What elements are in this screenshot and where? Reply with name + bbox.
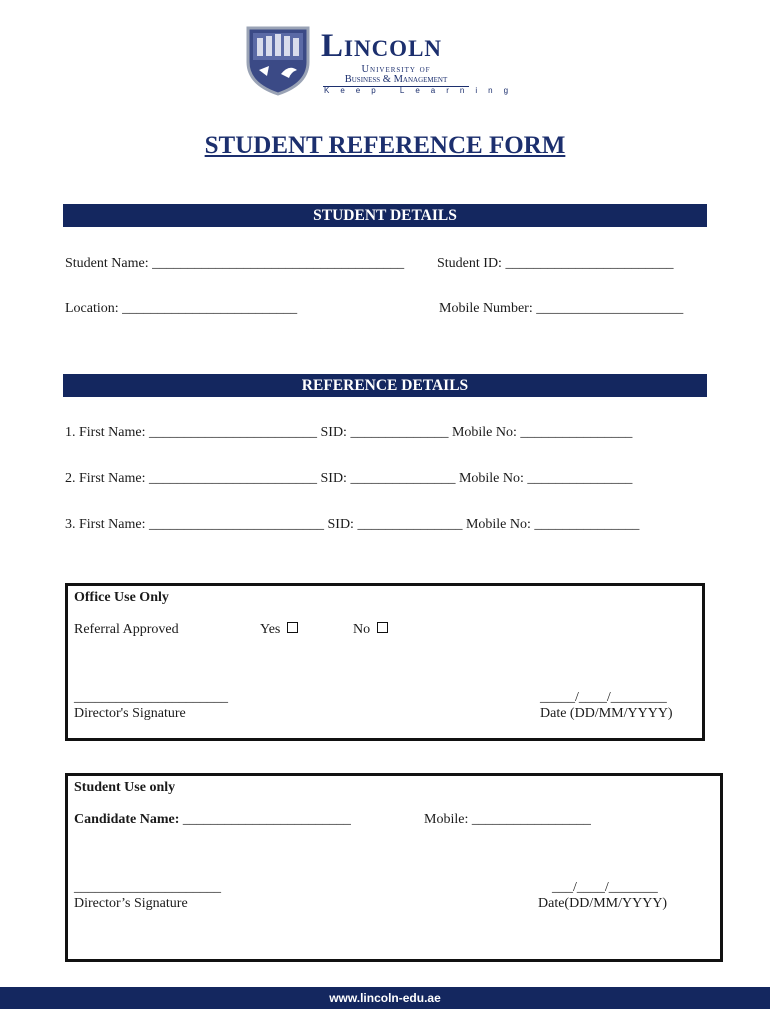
student-date-line[interactable]: ___/____/_______ [552, 880, 658, 895]
yes-checkbox-icon[interactable] [287, 622, 298, 633]
reference-row-1[interactable]: 1. First Name: ________________________ SID: ______________ Mobile No: ________________ [65, 425, 633, 440]
student-name-field[interactable]: Student Name: ____________________________________ [65, 256, 405, 271]
date-line[interactable]: _____/____/________ [540, 690, 667, 705]
footer-website[interactable]: www.lincoln-edu.ae [0, 987, 770, 1009]
logo-subtitle-2: Business & Management [323, 74, 469, 87]
office-use-box [65, 583, 705, 741]
no-label: No [353, 622, 371, 637]
student-details-header: STUDENT DETAILS [63, 204, 707, 227]
logo-tagline: Keep Learning [324, 86, 520, 95]
director-signature-label: Director's Signature [74, 706, 186, 721]
university-shield-logo [245, 24, 311, 96]
student-director-signature-line[interactable]: _____________________ [74, 880, 221, 895]
logo-subtitle-1: University of [361, 64, 431, 75]
candidate-mobile-field[interactable]: Mobile: _________________ [424, 812, 591, 827]
no-option[interactable] [353, 622, 388, 638]
student-use-box [65, 773, 723, 962]
no-checkbox-icon[interactable] [377, 622, 388, 633]
candidate-name-line: ________________________ [182, 812, 351, 827]
date-label: Date (DD/MM/YYYY) [540, 706, 673, 721]
reference-row-3[interactable]: 3. First Name: _________________________ SID: _______________ Mobile No: _______________ [65, 517, 640, 532]
candidate-name-label: Candidate Name: [74, 812, 180, 827]
office-use-title: Office Use Only [74, 590, 169, 605]
student-date-label: Date(DD/MM/YYYY) [538, 896, 668, 911]
candidate-name-field[interactable] [74, 812, 351, 828]
director-signature-line[interactable]: ______________________ [74, 690, 228, 705]
yes-label: Yes [260, 622, 281, 637]
location-field[interactable]: Location: _________________________ [65, 301, 298, 316]
yes-option[interactable] [260, 622, 298, 638]
mobile-number-field[interactable]: Mobile Number: _____________________ [439, 301, 684, 316]
student-id-field[interactable]: Student ID: ________________________ [437, 256, 674, 271]
student-director-signature-label: Director’s Signature [74, 896, 188, 911]
student-use-title: Student Use only [74, 780, 176, 795]
form-title: STUDENT REFERENCE FORM [204, 132, 566, 159]
referral-approved-label: Referral Approved [74, 622, 179, 637]
reference-details-header: REFERENCE DETAILS [63, 374, 707, 397]
reference-row-2[interactable]: 2. First Name: ________________________ SID: _______________ Mobile No: _______________ [65, 471, 633, 486]
logo-name: Lincoln [321, 28, 443, 64]
